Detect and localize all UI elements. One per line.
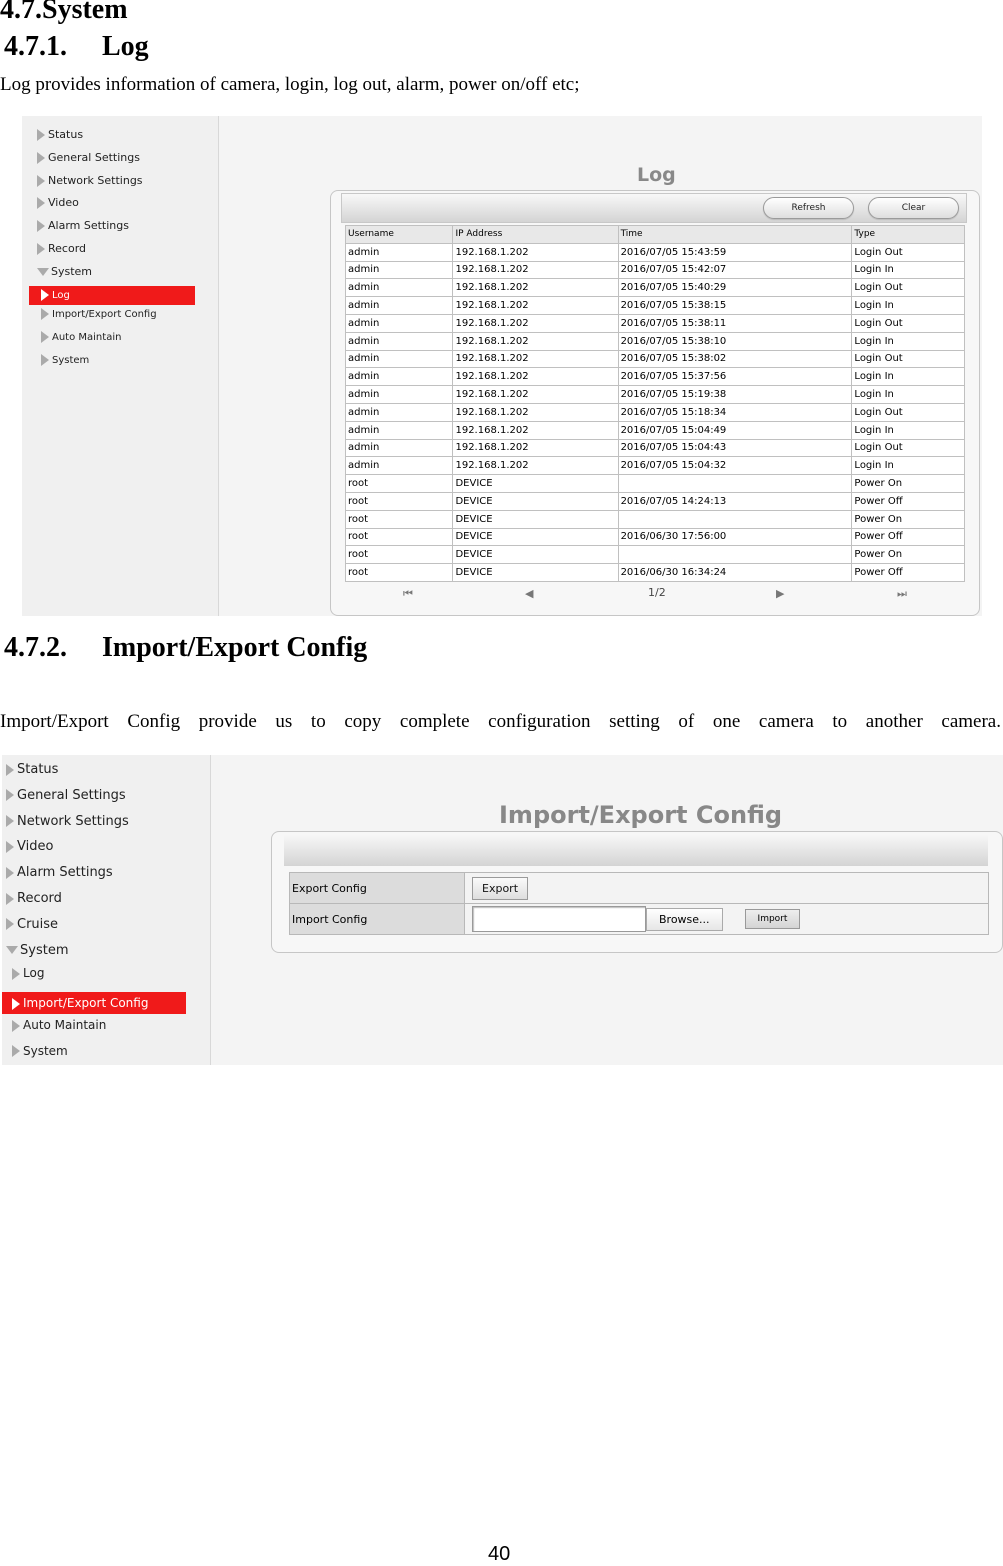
page-title: Log xyxy=(637,164,676,186)
sidebar-item-general-settings[interactable] xyxy=(37,151,140,164)
sidebar-item-label: System xyxy=(51,264,93,278)
table-cell: admin xyxy=(346,279,453,297)
log-heading xyxy=(4,31,149,63)
table-cell: 2016/07/05 14:24:13 xyxy=(618,492,852,510)
sidebar-subitem-auto-maintain[interactable] xyxy=(41,331,121,343)
sidebar-item-cruise[interactable] xyxy=(6,917,58,932)
table-cell: 2016/07/05 15:40:29 xyxy=(618,279,852,297)
sidebar-item-label: General Settings xyxy=(48,150,140,164)
config-table xyxy=(289,872,989,935)
table-cell: admin xyxy=(346,457,453,475)
table-cell: 192.168.1.202 xyxy=(453,457,618,475)
log-description: Log provides information of camera, login, log out, alarm, power on/off etc; xyxy=(0,74,580,95)
sidebar-subitem-label: System xyxy=(23,1043,68,1058)
table-cell: DEVICE xyxy=(453,564,618,582)
table-row xyxy=(346,314,965,332)
sidebar-item-status[interactable] xyxy=(37,128,83,141)
log-table-body xyxy=(346,243,965,581)
table-row xyxy=(346,421,965,439)
table-cell: admin xyxy=(346,368,453,386)
table-row xyxy=(346,368,965,386)
table-row xyxy=(346,528,965,546)
sidebar-subitem-label: Log xyxy=(23,966,45,981)
table-cell: DEVICE xyxy=(453,475,618,493)
table-row xyxy=(346,439,965,457)
table-row xyxy=(346,475,965,493)
config-panel xyxy=(271,831,1003,953)
table-cell: root xyxy=(346,546,453,564)
caret-right-icon xyxy=(6,918,14,930)
table-cell: 192.168.1.202 xyxy=(453,386,618,404)
table-cell: admin xyxy=(346,421,453,439)
import-description: Import/Export Config provide us to copy complete configuration setting of one camera to another camera. xyxy=(0,711,1001,732)
refresh-button[interactable]: Refresh xyxy=(763,197,854,219)
table-cell: 192.168.1.202 xyxy=(453,350,618,368)
caret-right-icon xyxy=(12,968,20,980)
sidebar-subitem-log[interactable] xyxy=(29,286,195,305)
table-cell: 2016/07/05 15:18:34 xyxy=(618,403,852,421)
table-cell: Power Off xyxy=(852,492,965,510)
caret-right-icon xyxy=(12,998,20,1010)
table-cell xyxy=(618,475,852,493)
table-cell: 2016/06/30 16:34:24 xyxy=(618,564,852,582)
caret-down-icon xyxy=(6,946,18,954)
table-cell: admin xyxy=(346,403,453,421)
import-button[interactable]: Import xyxy=(745,909,801,929)
table-cell: admin xyxy=(346,350,453,368)
log-heading-title: Log xyxy=(102,31,149,62)
first-page-icon[interactable]: ⏮ xyxy=(403,587,413,600)
sidebar-item-alarm-settings[interactable] xyxy=(6,865,113,880)
import-row xyxy=(290,904,989,935)
table-cell xyxy=(618,546,852,564)
sidebar-subitem-import-export-config[interactable] xyxy=(2,992,186,1014)
table-cell: 2016/07/05 15:42:07 xyxy=(618,261,852,279)
next-page-icon[interactable]: ▶ xyxy=(776,587,785,600)
table-cell: 192.168.1.202 xyxy=(453,421,618,439)
sidebar-item-label: Network Settings xyxy=(17,813,129,829)
caret-right-icon xyxy=(6,815,14,827)
page-title: Import/Export Config xyxy=(499,801,783,829)
table-cell: Login In xyxy=(852,386,965,404)
caret-right-icon xyxy=(12,1020,20,1032)
sidebar-item-record[interactable] xyxy=(6,891,62,906)
table-cell: Login Out xyxy=(852,350,965,368)
table-cell: 192.168.1.202 xyxy=(453,261,618,279)
caret-right-icon xyxy=(41,354,49,366)
table-row xyxy=(346,564,965,582)
sidebar-item-label: Status xyxy=(48,128,84,141)
sidebar-item-network-settings[interactable] xyxy=(6,814,129,829)
sidebar-item-record[interactable] xyxy=(37,242,86,255)
caret-right-icon xyxy=(37,129,45,141)
column-header-username: Username xyxy=(346,226,453,244)
main-area xyxy=(211,755,1003,1065)
sidebar-item-label: Video xyxy=(17,839,54,855)
table-cell: 2016/07/05 15:19:38 xyxy=(618,386,852,404)
sidebar-item-label: Alarm Settings xyxy=(17,865,113,881)
sidebar-item-video[interactable] xyxy=(37,196,79,209)
table-row xyxy=(346,403,965,421)
caret-right-icon xyxy=(12,1045,20,1057)
table-cell: 192.168.1.202 xyxy=(453,332,618,350)
caret-right-icon xyxy=(41,289,49,301)
import-heading-title: Import/Export Config xyxy=(102,632,368,663)
sidebar-item-general-settings[interactable] xyxy=(6,788,126,803)
config-toolbar xyxy=(284,834,988,866)
table-cell: 2016/07/05 15:04:49 xyxy=(618,421,852,439)
table-cell: 192.168.1.202 xyxy=(453,297,618,315)
column-header-ip-address: IP Address xyxy=(453,226,618,244)
caret-right-icon xyxy=(41,308,49,320)
export-button[interactable]: Export xyxy=(472,877,528,900)
caret-right-icon xyxy=(37,220,45,232)
table-cell: admin xyxy=(346,297,453,315)
table-cell: Login Out xyxy=(852,314,965,332)
export-config-label: Export Config xyxy=(290,873,465,904)
table-cell: Power On xyxy=(852,546,965,564)
table-cell: admin xyxy=(346,332,453,350)
section-heading xyxy=(0,0,128,26)
table-cell: admin xyxy=(346,261,453,279)
sidebar-subitem-label: Log xyxy=(52,289,70,301)
table-cell: admin xyxy=(346,386,453,404)
caret-right-icon xyxy=(37,175,45,187)
sidebar-item-label: Record xyxy=(17,891,62,906)
sidebar xyxy=(2,755,211,1065)
table-cell: root xyxy=(346,475,453,493)
page-number: 40 xyxy=(488,1543,511,1565)
sidebar-subitem-label: Auto Maintain xyxy=(23,1018,107,1032)
main-area xyxy=(219,116,982,616)
caret-down-icon xyxy=(37,268,49,276)
table-cell: 2016/07/05 15:04:32 xyxy=(618,457,852,475)
table-row xyxy=(346,350,965,368)
import-heading-number: 4.7.2. xyxy=(4,632,67,663)
table-cell: 192.168.1.202 xyxy=(453,243,618,261)
table-cell: 192.168.1.202 xyxy=(453,279,618,297)
table-cell: Login In xyxy=(852,457,965,475)
table-cell: 2016/07/05 15:43:59 xyxy=(618,243,852,261)
table-cell: Login In xyxy=(852,421,965,439)
table-cell: root xyxy=(346,510,453,528)
table-cell: Login In xyxy=(852,332,965,350)
table-cell: Power On xyxy=(852,510,965,528)
sidebar-item-label: Record xyxy=(48,242,87,255)
table-cell: DEVICE xyxy=(453,492,618,510)
sidebar-subitem-label: Auto Maintain xyxy=(52,332,122,344)
sidebar-subitem-label: System xyxy=(52,355,90,366)
table-cell: root xyxy=(346,492,453,510)
toolbar xyxy=(341,193,967,223)
sidebar-item-label: Video xyxy=(48,196,79,210)
sidebar-item-label: General Settings xyxy=(17,787,126,803)
table-cell: 192.168.1.202 xyxy=(453,314,618,332)
table-cell: admin xyxy=(346,314,453,332)
log-panel xyxy=(330,190,980,616)
page-indicator: 1/2 xyxy=(648,586,666,599)
log-table xyxy=(345,225,965,582)
sidebar-subitem-label: Import/Export Config xyxy=(52,309,157,321)
log-screenshot xyxy=(22,116,982,616)
section-number: 4.7. xyxy=(0,0,42,25)
table-cell: DEVICE xyxy=(453,510,618,528)
log-table-header xyxy=(346,226,965,244)
import-screenshot xyxy=(2,755,1003,1065)
table-cell: Login Out xyxy=(852,243,965,261)
browse-button[interactable]: Browse... xyxy=(646,908,723,931)
caret-right-icon xyxy=(6,893,14,905)
sidebar-subitem-label: Import/Export Config xyxy=(23,996,149,1011)
table-cell: Power Off xyxy=(852,564,965,582)
table-cell: root xyxy=(346,528,453,546)
export-row xyxy=(290,873,989,904)
table-row xyxy=(346,492,965,510)
sidebar-item-label: Network Settings xyxy=(48,173,143,187)
caret-right-icon xyxy=(6,841,14,853)
caret-right-icon xyxy=(37,243,45,255)
table-row xyxy=(346,297,965,315)
table-row xyxy=(346,510,965,528)
table-row xyxy=(346,279,965,297)
import-file-input[interactable] xyxy=(472,906,646,932)
import-cell xyxy=(465,904,989,935)
table-row xyxy=(346,332,965,350)
table-cell: Power On xyxy=(852,475,965,493)
sidebar-item-label: System xyxy=(20,942,69,958)
column-header-type: Type xyxy=(852,226,965,244)
table-cell: 2016/07/05 15:38:10 xyxy=(618,332,852,350)
sidebar-subitem-system[interactable] xyxy=(41,354,89,366)
sidebar-item-status[interactable] xyxy=(6,762,58,777)
table-row xyxy=(346,243,965,261)
table-cell: 192.168.1.202 xyxy=(453,439,618,457)
table-cell: Login In xyxy=(852,297,965,315)
last-page-icon[interactable]: ⏭ xyxy=(897,587,907,600)
sidebar-item-system[interactable] xyxy=(37,265,92,278)
sidebar-subitem-import-export-config[interactable] xyxy=(41,308,157,320)
clear-button[interactable]: Clear xyxy=(868,197,959,219)
sidebar-item-label: Status xyxy=(17,762,59,777)
table-cell: 2016/07/05 15:04:43 xyxy=(618,439,852,457)
log-heading-number: 4.7.1. xyxy=(4,31,67,62)
sidebar-subitem-auto-maintain[interactable] xyxy=(12,1018,106,1032)
export-cell xyxy=(465,873,989,904)
table-cell: 2016/06/30 17:56:00 xyxy=(618,528,852,546)
import-heading xyxy=(4,632,368,664)
table-cell: Login In xyxy=(852,368,965,386)
table-cell xyxy=(618,510,852,528)
table-row xyxy=(346,546,965,564)
caret-right-icon xyxy=(6,867,14,879)
table-cell: Power Off xyxy=(852,528,965,546)
table-cell: 192.168.1.202 xyxy=(453,368,618,386)
table-cell: root xyxy=(346,564,453,582)
table-row xyxy=(346,386,965,404)
sidebar-subitem-system[interactable] xyxy=(12,1044,68,1058)
sidebar-subitem-log[interactable] xyxy=(12,966,44,980)
caret-right-icon xyxy=(37,152,45,164)
sidebar-item-alarm-settings[interactable] xyxy=(37,219,129,232)
caret-right-icon xyxy=(41,331,49,343)
table-cell: 2016/07/05 15:38:11 xyxy=(618,314,852,332)
table-cell: DEVICE xyxy=(453,546,618,564)
caret-right-icon xyxy=(6,789,14,801)
table-cell: 2016/07/05 15:38:02 xyxy=(618,350,852,368)
sidebar-item-label: Alarm Settings xyxy=(48,219,129,233)
table-cell: 2016/07/05 15:38:15 xyxy=(618,297,852,315)
table-cell: Login Out xyxy=(852,279,965,297)
sidebar-item-label: Cruise xyxy=(17,916,59,932)
table-cell: admin xyxy=(346,439,453,457)
table-cell: DEVICE xyxy=(453,528,618,546)
sidebar-item-system[interactable] xyxy=(6,943,68,958)
table-row xyxy=(346,261,965,279)
table-cell: admin xyxy=(346,243,453,261)
import-config-label: Import Config xyxy=(290,904,465,935)
sidebar-item-network-settings[interactable] xyxy=(37,174,143,187)
caret-right-icon xyxy=(6,764,14,776)
table-cell: Login In xyxy=(852,261,965,279)
table-cell: Login Out xyxy=(852,439,965,457)
sidebar-item-video[interactable] xyxy=(6,839,53,854)
prev-page-icon[interactable]: ◀ xyxy=(525,587,534,600)
table-cell: 2016/07/05 15:37:56 xyxy=(618,368,852,386)
section-title: System xyxy=(42,0,128,25)
table-cell: Login Out xyxy=(852,403,965,421)
column-header-time: Time xyxy=(618,226,852,244)
caret-right-icon xyxy=(37,197,45,209)
sidebar xyxy=(22,116,219,616)
table-cell: 192.168.1.202 xyxy=(453,403,618,421)
table-row xyxy=(346,457,965,475)
